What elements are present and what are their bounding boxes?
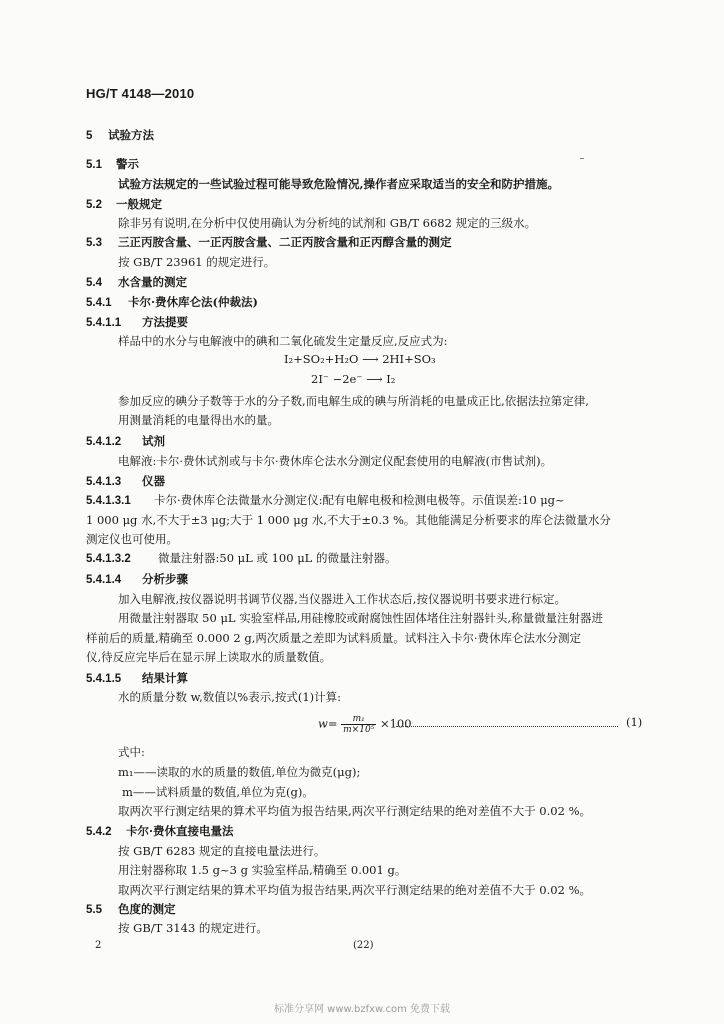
- section-5-4-1-1-line3: 用测量消耗的电量得出水的量。: [118, 413, 279, 427]
- section-5-3-body: 按 GB/T 23961 的规定进行。: [118, 255, 276, 269]
- section-5-4-1-4-line1: 加入电解液,按仪器说明书调节仪器,当仪器进入工作状态后,按仪器说明书要求进行标定。: [118, 592, 566, 606]
- formula-leader-dots: [396, 716, 618, 727]
- section-5-1-heading: 5.1 警示: [86, 157, 139, 171]
- formula-where-label: 式中:: [118, 745, 145, 759]
- standard-code: HG/T 4148—2010: [86, 86, 195, 101]
- formula-fraction: [341, 714, 376, 735]
- formula-variable-m1: m₁——读取的水的质量的数值,单位为微克(μg);: [118, 765, 361, 779]
- section-5-3-heading: 5.3 三正丙胺含量、一正丙胺含量、二正丙胺含量和正丙醇含量的测定: [86, 235, 452, 249]
- formula-variable-m: m——试料质量的数值,单位为克(g)。: [122, 785, 314, 799]
- section-5-4-1-1-line1: 样品中的水分与电解液中的碘和二氧化硫发生定量反应,反应式为:: [118, 334, 448, 348]
- section-5-4-2-line2: 用注射器称取 1.5 g~3 g 实验室样品,精确至 0.001 g。: [118, 863, 407, 877]
- section-5-4-1-5-line1: 水的质量分数 w,数值以%表示,按式(1)计算:: [118, 690, 342, 704]
- section-5-2-body: 除非另有说明,在分析中仅使用确认为分析纯的试剂和 GB/T 6682 规定的三级水。: [118, 216, 537, 230]
- section-5-4-1-3-1-line1: 5.4.1.3.1 卡尔·费休库仑法微量水分测定仪:配有电解电极和检测电极等。示值误差:10 μg~: [86, 493, 565, 507]
- section-5-4-1-5-result: 取两次平行测定结果的算术平均值为报告结果,两次平行测定结果的绝对差值不大于 0.02 %。: [118, 804, 591, 818]
- section-5-4-2-line3: 取两次平行测定结果的算术平均值为报告结果,两次平行测定结果的绝对差值不大于 0.02 %。: [118, 883, 591, 897]
- formula-denominator: m×10⁵: [343, 725, 375, 735]
- formula-number: (1): [626, 715, 643, 729]
- section-5-4-1-4-line4: 仪,待反应完毕后在显示屏上读取水的质量数值。: [86, 650, 332, 664]
- section-5-4-1-1-heading: 5.4.1.1 方法提要: [86, 315, 188, 329]
- section-5-1-body: 试验方法规定的一些试验过程可能导致危险情况,操作者应采取适当的安全和防护措施。: [118, 177, 559, 191]
- section-5-5-heading: 5.5 色度的测定: [86, 902, 176, 916]
- reaction-equation-2: 2I⁻ −2e⁻ ⟶ I₂: [311, 372, 396, 386]
- section-5-4-1-4-line2: 用微量注射器取 50 μL 实验室样品,用硅橡胶或耐腐蚀性固体堵住注射器针头,称量微量注射器进: [118, 611, 604, 625]
- section-5-2-heading: 5.2 一般规定: [86, 197, 162, 211]
- section-5-4-1-3-2: 5.4.1.3.2 微量注射器:50 μL 或 100 μL 的微量注射器。: [86, 551, 397, 565]
- page-number-alt: (22): [353, 940, 374, 951]
- section-5-4-1-3-1-line2: 1 000 μg 水,不大于±3 μg;大于 1 000 μg 水,不大于±0.3 %。其他能满足分析要求的库仑法微量水分: [86, 513, 611, 527]
- section-5-4-1-4-heading: 5.4.1.4 分析步骤: [86, 572, 188, 586]
- section-5-4-heading: 5.4 水含量的测定: [86, 275, 187, 289]
- reaction-equation-1: I₂+SO₂+H₂O ⟶ 2HI+SO₃: [284, 352, 436, 366]
- section-5-4-1-4-line3: 样前后的质量,精确至 0.000 2 g,两次质量之差即为试料质量。试料注入卡尔·费休库仑法水分测定: [86, 631, 582, 645]
- formula-numerator: m₁: [341, 714, 376, 725]
- section-5-4-1-3-heading: 5.4.1.3 仪器: [86, 474, 165, 488]
- section-5-4-2-line1: 按 GB/T 6283 规定的直接电量法进行。: [118, 844, 326, 858]
- page-number: 2: [95, 940, 102, 951]
- section-5-4-1-5-heading: 5.4.1.5 结果计算: [86, 671, 188, 685]
- section-5-4-1-1-line2: 参加反应的碘分子数等于水的分子数,而电解生成的碘与所消耗的电量成正比,依据法拉第定律,: [118, 394, 589, 408]
- formula-lhs: w=: [318, 716, 338, 731]
- section-5-5-body: 按 GB/T 3143 的规定进行。: [118, 921, 268, 935]
- scan-speck: [580, 158, 584, 159]
- formula-tail: ×100: [379, 716, 412, 731]
- watermark-text: 标准分享网 www.bzfxw.com 免费下载: [274, 1004, 450, 1015]
- section-5-4-2-heading: 5.4.2 卡尔·费休直接电量法: [86, 824, 234, 838]
- section-5-4-1-2-body: 电解液:卡尔·费休试剂或与卡尔·费休库仑法水分测定仪配套使用的电解液(市售试剂)。: [118, 454, 553, 468]
- section-5-4-1-2-heading: 5.4.1.2 试剂: [86, 434, 165, 448]
- section-5-4-1-3-1-line3: 测定仪也可使用。: [86, 532, 178, 546]
- section-5-4-1-heading: 5.4.1 卡尔·费休库仑法(仲裁法): [86, 295, 258, 309]
- section-5-heading: 5 试验方法: [86, 128, 155, 142]
